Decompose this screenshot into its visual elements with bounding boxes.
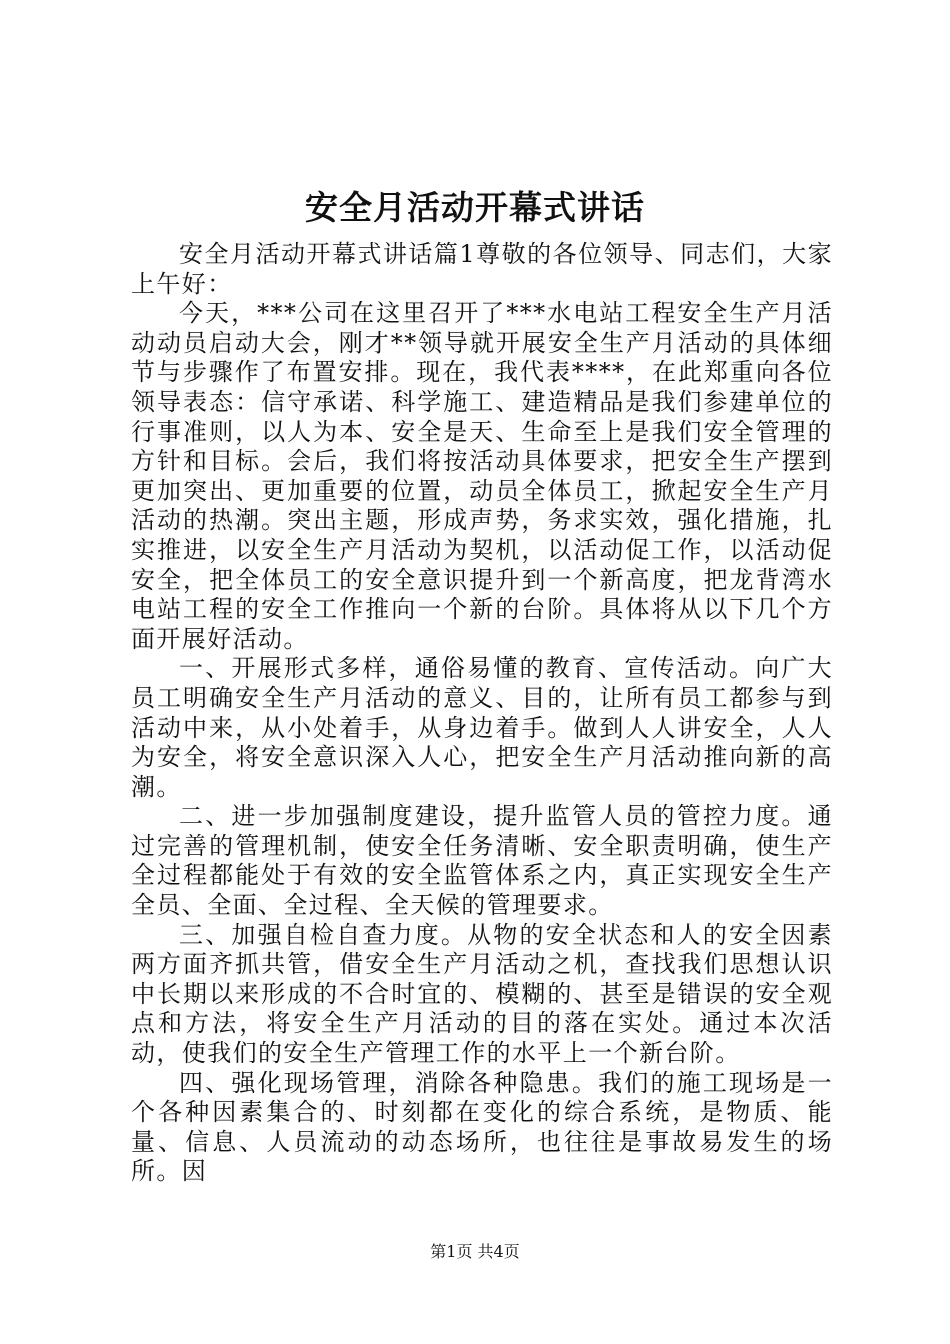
paragraph-introduction: 今天，***公司在这里召开了***水电站工程安全生产月活动动员启动大会，刚才**领导就开展安全生产月活动的具体细节与步骤作了布置安排。现在，我代表****，在此郑重向各位领导表态：信守承诺、科学施工、建造精品是我们参建单位的行事准则，以人为本、安全是天、生命至上是我们安全管理的方针和目标。会后，我们将按活动具体要求，把安全生产摆到更加突出、更加重要的位置，动员全体员工，掀起安全生产月活动的热潮。突出主题，形成声势，务求实效，强化措施，扎实推进，以安全生产月活动为契机，以活动促工作，以活动促安全，把全体员工的安全意识提升到一个新高度，把龙背湾水电站工程的安全工作推向一个新的台阶。具体将从以下几个方面开展好活动。 xyxy=(131,299,833,653)
paragraph-point-three: 三、加强自检自查力度。从物的安全状态和人的安全因素两方面齐抓共管，借安全生产月活动之机，查找我们思想认识中长期以来形成的不合时宜的、模糊的、甚至是错误的安全观点和方法，将安全生产月活动的目的落在实处。通过本次活动，使我们的安全生产管理工作的水平上一个新台阶。 xyxy=(131,920,833,1068)
paragraph-point-one: 一、开展形式多样，通俗易懂的教育、宣传活动。向广大员工明确安全生产月活动的意义、目的，让所有员工都参与到活动中来，从小处着手，从身边着手。做到人人讲安全，人人为安全，将安全意识深入人心，把安全生产月活动推向新的高潮。 xyxy=(131,654,833,801)
document-title: 安全月活动开幕式讲话 xyxy=(305,188,645,227)
paragraph-greeting: 安全月活动开幕式讲话篇1尊敬的各位领导、同志们，大家上午好： xyxy=(131,240,833,298)
paragraph-point-two: 二、进一步加强制度建设，提升监管人员的管控力度。通过完善的管理机制，使安全任务清晰、安全职责明确，使生产全过程都能处于有效的安全监管体系之内，真正实现安全生产全员、全面、全过程、全天候的管理要求。 xyxy=(131,802,833,920)
document-body xyxy=(131,240,833,1187)
paragraph-point-four: 四、强化现场管理，消除各种隐患。我们的施工现场是一个各种因素集合的、时刻都在变化的综合系统，是物质、能量、信息、人员流动的动态场所，也往往是事故易发生的场所。因 xyxy=(131,1068,833,1186)
page-number-footer: 第1页 共4页 xyxy=(430,1242,520,1261)
